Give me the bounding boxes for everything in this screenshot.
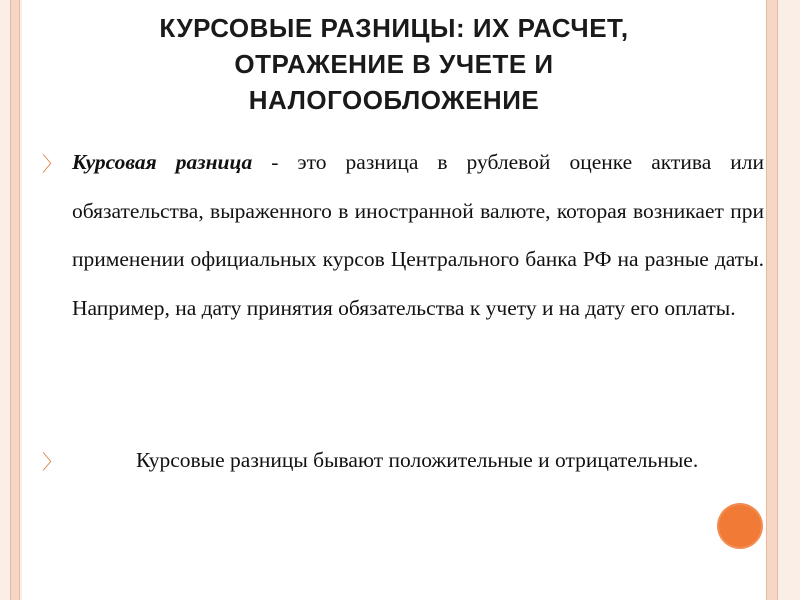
definition-text: - это разница в рублевой оценке актива или обязательства, выраженного в иностранной валюте, которая возникает при применении официальных курсов Центрального банка РФ на разные даты. Например, на дату принятия обязательства к учету и на дату его оплаты. bbox=[72, 150, 764, 320]
definition-paragraph bbox=[72, 138, 764, 332]
slide-content bbox=[22, 0, 766, 600]
orange-circle-decoration bbox=[717, 503, 763, 549]
types-text: Курсовые разницы бывают положительные и отрицательные. bbox=[136, 448, 699, 472]
bullet-icon: 〉 bbox=[42, 154, 62, 176]
right-frame-stripe bbox=[766, 0, 778, 600]
title-line-2: ОТРАЖЕНИЕ В УЧЕТЕ И bbox=[234, 49, 554, 79]
types-paragraph bbox=[72, 436, 764, 485]
slide-title bbox=[22, 10, 766, 118]
bullet-icon: 〉 bbox=[42, 452, 62, 474]
title-line-1: КУРСОВЫЕ РАЗНИЦЫ: ИХ РАСЧЕТ, bbox=[159, 13, 629, 43]
left-frame-stripe bbox=[10, 0, 20, 600]
definition-term: Курсовая разница bbox=[72, 150, 253, 174]
title-line-3: НАЛОГООБЛОЖЕНИЕ bbox=[248, 85, 540, 115]
